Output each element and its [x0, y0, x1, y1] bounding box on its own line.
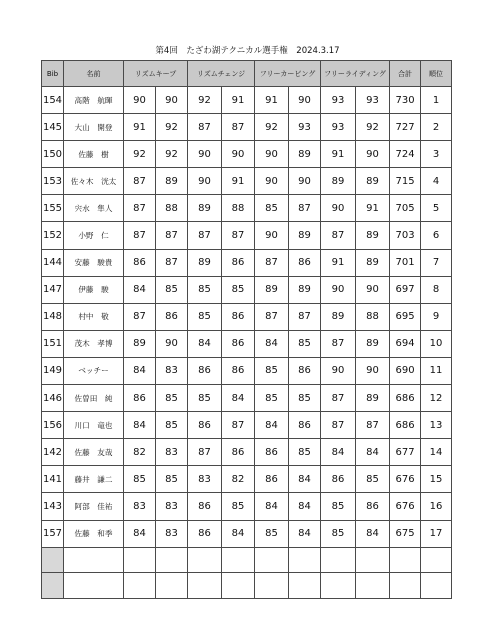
- score-cell: 87: [289, 195, 321, 222]
- rank-cell: 14: [421, 439, 452, 466]
- table-row: [42, 493, 452, 520]
- header-rhythm-keep: リズムキープ: [124, 61, 188, 87]
- bib-cell: 141: [42, 466, 64, 493]
- header-free-riding: フリーライディング: [321, 61, 390, 87]
- score-cell: 91: [321, 141, 356, 168]
- score-cell: 86: [124, 385, 156, 412]
- score-cell: 89: [356, 330, 390, 357]
- score-cell: 89: [356, 385, 390, 412]
- header-name: 名前: [64, 61, 124, 87]
- name-cell: 安藤 駿貴: [64, 249, 124, 276]
- score-cell: 86: [289, 357, 321, 384]
- total-cell: 705: [390, 195, 421, 222]
- score-cell: 87: [321, 222, 356, 249]
- empty-cell: [188, 573, 222, 599]
- score-cell: 86: [124, 249, 156, 276]
- score-cell: 91: [222, 168, 255, 195]
- score-cell: 90: [255, 222, 289, 249]
- score-cell: 84: [222, 520, 255, 547]
- empty-cell: [421, 547, 452, 573]
- table-row: [42, 195, 452, 222]
- score-cell: 87: [356, 412, 390, 439]
- rank-cell: 12: [421, 385, 452, 412]
- score-cell: 84: [289, 493, 321, 520]
- rank-cell: 17: [421, 520, 452, 547]
- score-cell: 85: [222, 276, 255, 303]
- table-row: [42, 141, 452, 168]
- score-cell: 87: [255, 249, 289, 276]
- bib-cell: 152: [42, 222, 64, 249]
- score-cell: 86: [222, 249, 255, 276]
- rank-cell: 10: [421, 330, 452, 357]
- header-rank: 順位: [421, 61, 452, 87]
- total-cell: 694: [390, 330, 421, 357]
- score-cell: 85: [188, 385, 222, 412]
- total-cell: 676: [390, 466, 421, 493]
- score-cell: 85: [124, 466, 156, 493]
- empty-cell: [156, 547, 188, 573]
- score-cell: 84: [255, 412, 289, 439]
- table-row: [42, 276, 452, 303]
- table-row: [42, 303, 452, 330]
- total-cell: 695: [390, 303, 421, 330]
- score-cell: 85: [255, 195, 289, 222]
- score-cell: 89: [156, 168, 188, 195]
- score-cell: 87: [321, 330, 356, 357]
- score-cell: 90: [156, 330, 188, 357]
- name-cell: 村中 敬: [64, 303, 124, 330]
- name-cell: 伊藤 駿: [64, 276, 124, 303]
- empty-cell: [321, 547, 356, 573]
- table-row: [42, 412, 452, 439]
- bib-cell: 147: [42, 276, 64, 303]
- results-body: [42, 87, 452, 599]
- name-cell: 佐曽田 純: [64, 385, 124, 412]
- table-row: [42, 249, 452, 276]
- total-cell: 727: [390, 114, 421, 141]
- score-cell: 86: [255, 439, 289, 466]
- score-cell: 87: [156, 249, 188, 276]
- name-cell: 小野 仁: [64, 222, 124, 249]
- score-cell: 82: [124, 439, 156, 466]
- rank-cell: 9: [421, 303, 452, 330]
- score-cell: 86: [255, 466, 289, 493]
- score-cell: 91: [222, 87, 255, 114]
- name-cell: 阿部 佳祐: [64, 493, 124, 520]
- empty-cell: [255, 547, 289, 573]
- header-free-carving: フリーカービング: [255, 61, 321, 87]
- score-cell: 89: [289, 222, 321, 249]
- rank-cell: 3: [421, 141, 452, 168]
- score-cell: 91: [124, 114, 156, 141]
- score-cell: 90: [289, 168, 321, 195]
- table-row: [42, 330, 452, 357]
- rank-cell: 2: [421, 114, 452, 141]
- total-cell: 690: [390, 357, 421, 384]
- score-cell: 84: [124, 520, 156, 547]
- table-row: [42, 222, 452, 249]
- name-cell: 佐藤 友哉: [64, 439, 124, 466]
- name-cell: 藤井 謙二: [64, 466, 124, 493]
- score-cell: 83: [124, 493, 156, 520]
- score-cell: 87: [321, 385, 356, 412]
- score-cell: 82: [222, 466, 255, 493]
- score-cell: 93: [321, 114, 356, 141]
- score-cell: 92: [356, 114, 390, 141]
- rank-cell: 1: [421, 87, 452, 114]
- score-cell: 87: [255, 303, 289, 330]
- bib-cell: 156: [42, 412, 64, 439]
- total-cell: 724: [390, 141, 421, 168]
- empty-cell: [390, 573, 421, 599]
- score-cell: 88: [156, 195, 188, 222]
- score-cell: 90: [321, 195, 356, 222]
- header-rhythm-change: リズムチェンジ: [188, 61, 255, 87]
- rank-cell: 6: [421, 222, 452, 249]
- rank-cell: 4: [421, 168, 452, 195]
- table-row: [42, 87, 452, 114]
- score-cell: 86: [188, 357, 222, 384]
- header-bib: Bib: [42, 61, 64, 87]
- empty-cell: [356, 573, 390, 599]
- score-cell: 92: [188, 87, 222, 114]
- table-row: [42, 439, 452, 466]
- empty-cell: [289, 573, 321, 599]
- score-cell: 87: [188, 222, 222, 249]
- score-cell: 86: [222, 439, 255, 466]
- bib-cell: 157: [42, 520, 64, 547]
- table-row: [42, 520, 452, 547]
- header-total: 合計: [390, 61, 421, 87]
- total-cell: 703: [390, 222, 421, 249]
- score-cell: 84: [222, 385, 255, 412]
- score-cell: 93: [356, 87, 390, 114]
- score-cell: 90: [321, 276, 356, 303]
- name-cell: 川口 竜也: [64, 412, 124, 439]
- empty-cell: [321, 573, 356, 599]
- bib-cell: 153: [42, 168, 64, 195]
- rank-cell: 11: [421, 357, 452, 384]
- empty-cell: [222, 573, 255, 599]
- score-cell: 87: [222, 222, 255, 249]
- bib-cell: 142: [42, 439, 64, 466]
- name-cell: 大山 開登: [64, 114, 124, 141]
- table-row: [42, 385, 452, 412]
- score-cell: 89: [289, 141, 321, 168]
- total-cell: 677: [390, 439, 421, 466]
- score-cell: 87: [156, 222, 188, 249]
- score-cell: 83: [156, 520, 188, 547]
- score-cell: 87: [124, 168, 156, 195]
- score-cell: 83: [188, 466, 222, 493]
- rank-cell: 13: [421, 412, 452, 439]
- score-cell: 86: [321, 466, 356, 493]
- score-cell: 89: [356, 168, 390, 195]
- total-cell: 701: [390, 249, 421, 276]
- score-cell: 85: [289, 439, 321, 466]
- score-cell: 89: [289, 276, 321, 303]
- score-cell: 85: [156, 412, 188, 439]
- score-cell: 84: [321, 439, 356, 466]
- score-cell: 87: [289, 303, 321, 330]
- score-cell: 89: [356, 222, 390, 249]
- score-cell: 87: [222, 114, 255, 141]
- score-cell: 89: [356, 249, 390, 276]
- score-cell: 86: [289, 249, 321, 276]
- score-cell: 93: [321, 87, 356, 114]
- name-cell: ベッチー: [64, 357, 124, 384]
- table-row: [42, 357, 452, 384]
- empty-cell: [64, 547, 124, 573]
- bib-cell: 150: [42, 141, 64, 168]
- score-cell: 86: [188, 493, 222, 520]
- score-cell: 89: [321, 168, 356, 195]
- score-cell: 86: [222, 303, 255, 330]
- score-cell: 85: [156, 276, 188, 303]
- score-cell: 84: [356, 520, 390, 547]
- total-cell: 730: [390, 87, 421, 114]
- name-cell: 茂木 孝博: [64, 330, 124, 357]
- empty-cell: [390, 547, 421, 573]
- total-cell: 675: [390, 520, 421, 547]
- score-cell: 83: [156, 493, 188, 520]
- score-cell: 92: [156, 114, 188, 141]
- empty-cell: [64, 573, 124, 599]
- score-cell: 87: [124, 195, 156, 222]
- score-cell: 85: [255, 385, 289, 412]
- empty-cell: [156, 573, 188, 599]
- score-cell: 90: [222, 141, 255, 168]
- score-cell: 88: [356, 303, 390, 330]
- score-cell: 84: [124, 276, 156, 303]
- score-cell: 90: [356, 357, 390, 384]
- score-cell: 90: [356, 141, 390, 168]
- score-cell: 85: [188, 276, 222, 303]
- score-cell: 90: [156, 87, 188, 114]
- score-cell: 84: [124, 357, 156, 384]
- empty-cell: [222, 547, 255, 573]
- name-cell: 佐藤 和季: [64, 520, 124, 547]
- score-cell: 84: [124, 412, 156, 439]
- empty-cell: [289, 547, 321, 573]
- rank-cell: 16: [421, 493, 452, 520]
- score-cell: 90: [321, 357, 356, 384]
- bib-cell: 149: [42, 357, 64, 384]
- total-cell: 686: [390, 412, 421, 439]
- score-cell: 85: [156, 466, 188, 493]
- rank-cell: 7: [421, 249, 452, 276]
- score-cell: 85: [222, 493, 255, 520]
- score-cell: 90: [289, 87, 321, 114]
- score-cell: 87: [321, 412, 356, 439]
- score-cell: 90: [255, 141, 289, 168]
- bib-cell: 148: [42, 303, 64, 330]
- empty-cell: [356, 547, 390, 573]
- score-cell: 86: [289, 412, 321, 439]
- score-cell: 84: [255, 493, 289, 520]
- page-title: 第4回 たざわ湖テクニカル選手権 2024.3.17: [155, 46, 340, 56]
- score-cell: 93: [289, 114, 321, 141]
- empty-cell: [124, 547, 156, 573]
- score-cell: 92: [156, 141, 188, 168]
- rank-cell: 15: [421, 466, 452, 493]
- table-row: [42, 114, 452, 141]
- score-cell: 90: [124, 87, 156, 114]
- bib-cell: 154: [42, 87, 64, 114]
- score-cell: 85: [321, 520, 356, 547]
- score-cell: 83: [156, 439, 188, 466]
- name-cell: 高階 航暉: [64, 87, 124, 114]
- score-cell: 86: [222, 357, 255, 384]
- table-row: [42, 466, 452, 493]
- score-cell: 91: [356, 195, 390, 222]
- table-row: [42, 168, 452, 195]
- score-cell: 91: [321, 249, 356, 276]
- score-cell: 86: [356, 493, 390, 520]
- score-cell: 89: [255, 276, 289, 303]
- total-cell: 715: [390, 168, 421, 195]
- score-cell: 86: [188, 520, 222, 547]
- empty-row: [42, 573, 452, 599]
- score-cell: 90: [255, 168, 289, 195]
- name-cell: 佐藤 樹: [64, 141, 124, 168]
- score-cell: 86: [222, 330, 255, 357]
- score-cell: 84: [188, 330, 222, 357]
- score-cell: 84: [255, 330, 289, 357]
- score-cell: 83: [156, 357, 188, 384]
- score-cell: 92: [124, 141, 156, 168]
- name-cell: 佐々木 洸太: [64, 168, 124, 195]
- header-row: [42, 61, 452, 87]
- score-cell: 85: [356, 466, 390, 493]
- score-cell: 84: [356, 439, 390, 466]
- bib-cell: 144: [42, 249, 64, 276]
- score-cell: 87: [124, 303, 156, 330]
- score-cell: 85: [255, 357, 289, 384]
- bib-cell: 146: [42, 385, 64, 412]
- score-cell: 89: [188, 195, 222, 222]
- score-cell: 84: [289, 520, 321, 547]
- score-cell: 92: [255, 114, 289, 141]
- bib-cell: 151: [42, 330, 64, 357]
- score-cell: 89: [188, 249, 222, 276]
- score-cell: 87: [222, 412, 255, 439]
- rank-cell: 8: [421, 276, 452, 303]
- empty-cell: [124, 573, 156, 599]
- score-cell: 91: [255, 87, 289, 114]
- score-cell: 88: [222, 195, 255, 222]
- empty-cell: [42, 573, 64, 599]
- empty-cell: [255, 573, 289, 599]
- score-cell: 90: [188, 168, 222, 195]
- score-cell: 89: [124, 330, 156, 357]
- score-cell: 85: [156, 385, 188, 412]
- score-cell: 87: [188, 114, 222, 141]
- score-cell: 85: [289, 385, 321, 412]
- score-cell: 87: [188, 439, 222, 466]
- score-cell: 85: [321, 493, 356, 520]
- score-cell: 86: [188, 412, 222, 439]
- score-cell: 84: [289, 466, 321, 493]
- empty-row: [42, 547, 452, 573]
- score-cell: 89: [321, 303, 356, 330]
- total-cell: 676: [390, 493, 421, 520]
- score-cell: 87: [124, 222, 156, 249]
- results-table: [41, 60, 452, 599]
- score-cell: 85: [289, 330, 321, 357]
- score-cell: 90: [356, 276, 390, 303]
- score-cell: 85: [188, 303, 222, 330]
- empty-cell: [188, 547, 222, 573]
- bib-cell: 143: [42, 493, 64, 520]
- total-cell: 697: [390, 276, 421, 303]
- score-cell: 85: [255, 520, 289, 547]
- bib-cell: 155: [42, 195, 64, 222]
- total-cell: 686: [390, 385, 421, 412]
- empty-cell: [421, 573, 452, 599]
- bib-cell: 145: [42, 114, 64, 141]
- name-cell: 宍水 隼人: [64, 195, 124, 222]
- rank-cell: 5: [421, 195, 452, 222]
- score-cell: 86: [156, 303, 188, 330]
- empty-cell: [42, 547, 64, 573]
- score-cell: 90: [188, 141, 222, 168]
